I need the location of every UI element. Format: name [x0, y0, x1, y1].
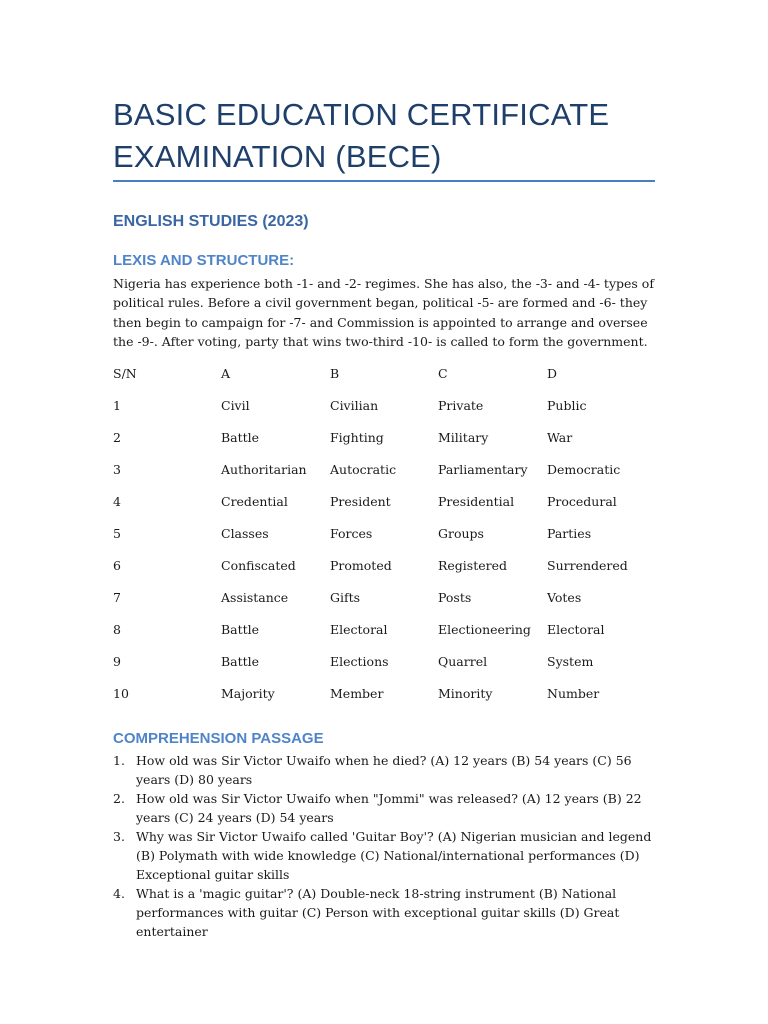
table-row — [113, 396, 658, 428]
table-row-number: 5 — [113, 526, 121, 541]
table-row — [113, 652, 658, 684]
table-header-cell: A — [221, 366, 231, 381]
table-cell: Civil — [221, 398, 250, 413]
table-row-number: 9 — [113, 654, 121, 669]
table-row-number: 2 — [113, 430, 121, 445]
table-cell: Private — [438, 398, 484, 413]
table-cell: Military — [438, 430, 489, 445]
table-cell: Confiscated — [221, 558, 296, 573]
question-number: 1. — [113, 753, 125, 768]
table-cell: Procedural — [547, 494, 617, 509]
list-item — [113, 751, 658, 789]
table-cell: Classes — [221, 526, 269, 541]
table-cell: Posts — [438, 590, 472, 605]
table-cell: Democratic — [547, 462, 621, 477]
table-cell: Votes — [547, 590, 582, 605]
list-item — [113, 884, 658, 941]
table-row-number: 10 — [113, 686, 129, 701]
table-cell: System — [547, 654, 594, 669]
title-divider — [113, 180, 655, 182]
question-text: How old was Sir Victor Uwaifo when he died? (A) 12 years (B) 54 years (C) 56 years (D) 80 years — [136, 753, 632, 787]
table-cell: Battle — [221, 622, 260, 637]
table-row — [113, 588, 658, 620]
table-cell: Groups — [438, 526, 484, 541]
table-cell: War — [547, 430, 573, 445]
table-cell: Fighting — [330, 430, 384, 445]
table-cell: Minority — [438, 686, 493, 701]
table-cell: Civilian — [330, 398, 379, 413]
table-cell: Battle — [221, 654, 260, 669]
table-cell: Electioneering — [438, 622, 531, 637]
table-cell: Assistance — [221, 590, 289, 605]
comprehension-heading: COMPREHENSION PASSAGE — [113, 730, 324, 747]
question-list — [113, 751, 658, 941]
question-number: 3. — [113, 829, 125, 844]
table-cell: President — [330, 494, 391, 509]
table-row-number: 6 — [113, 558, 121, 573]
table-cell: Electoral — [547, 622, 605, 637]
table-cell: Surrendered — [547, 558, 628, 573]
lexis-heading: LEXIS AND STRUCTURE: — [113, 252, 295, 269]
document-title: BASIC EDUCATION CERTIFICATE EXAMINATION (BECE) — [113, 97, 610, 174]
table-cell: Autocratic — [330, 462, 397, 477]
table-row-number: 1 — [113, 398, 121, 413]
table-header-cell: D — [547, 366, 558, 381]
table-cell: Member — [330, 686, 384, 701]
lexis-passage: Nigeria has experience both -1- and -2- regimes. She has also, the -3- and -4- types of political rules. Before a civil government began, political -5- are formed and -6- they then begin to campaign for -7- and Commission is appointed to arrange and oversee the -9-. After voting, party that wins two-third -10- is called to form the government. — [113, 276, 654, 349]
table-row-number: 4 — [113, 494, 121, 509]
table-cell: Gifts — [330, 590, 361, 605]
table-cell: Parliamentary — [438, 462, 528, 477]
table-cell: Public — [547, 398, 587, 413]
table-cell: Majority — [221, 686, 275, 701]
table-cell: Registered — [438, 558, 508, 573]
table-row — [113, 524, 658, 556]
table-row — [113, 620, 658, 652]
subject-heading: ENGLISH STUDIES (2023) — [113, 213, 309, 230]
table-cell: Credential — [221, 494, 288, 509]
table-row-number: 3 — [113, 462, 121, 477]
table-row — [113, 556, 658, 588]
table-cell: Promoted — [330, 558, 392, 573]
table-row — [113, 428, 658, 460]
question-text: Why was Sir Victor Uwaifo called 'Guitar Boy'? (A) Nigerian musician and legend (B) Polymath with wide knowledge (C) National/international performances (D) Exceptional guitar skills — [136, 829, 652, 882]
question-text: What is a 'magic guitar'? (A) Double-neck 18-string instrument (B) National performances with guitar (C) Person with exceptional guitar skills (D) Great entertainer — [136, 886, 620, 939]
table-row — [113, 492, 658, 524]
table-header-cell: B — [330, 366, 340, 381]
table-cell: Forces — [330, 526, 373, 541]
table-row — [113, 684, 658, 716]
table-cell: Authoritarian — [221, 462, 307, 477]
table-row — [113, 460, 658, 492]
table-header-cell: S/N — [113, 366, 137, 381]
question-text: How old was Sir Victor Uwaifo when "Jommi" was released? (A) 12 years (B) 22 years (C) 24 years (D) 54 years — [136, 791, 642, 825]
table-body — [113, 396, 658, 716]
table-cell: Electoral — [330, 622, 388, 637]
table-cell: Number — [547, 686, 600, 701]
table-cell: Presidential — [438, 494, 515, 509]
table-row-number: 8 — [113, 622, 121, 637]
question-number: 2. — [113, 791, 125, 806]
table-header-row — [113, 364, 658, 396]
table-cell: Battle — [221, 430, 260, 445]
question-number: 4. — [113, 886, 125, 901]
table-header-cell: C — [438, 366, 448, 381]
table-cell: Elections — [330, 654, 389, 669]
table-row-number: 7 — [113, 590, 121, 605]
list-item — [113, 827, 658, 884]
table-cell: Parties — [547, 526, 592, 541]
table-cell: Quarrel — [438, 654, 488, 669]
options-table — [113, 364, 658, 716]
list-item — [113, 789, 658, 827]
